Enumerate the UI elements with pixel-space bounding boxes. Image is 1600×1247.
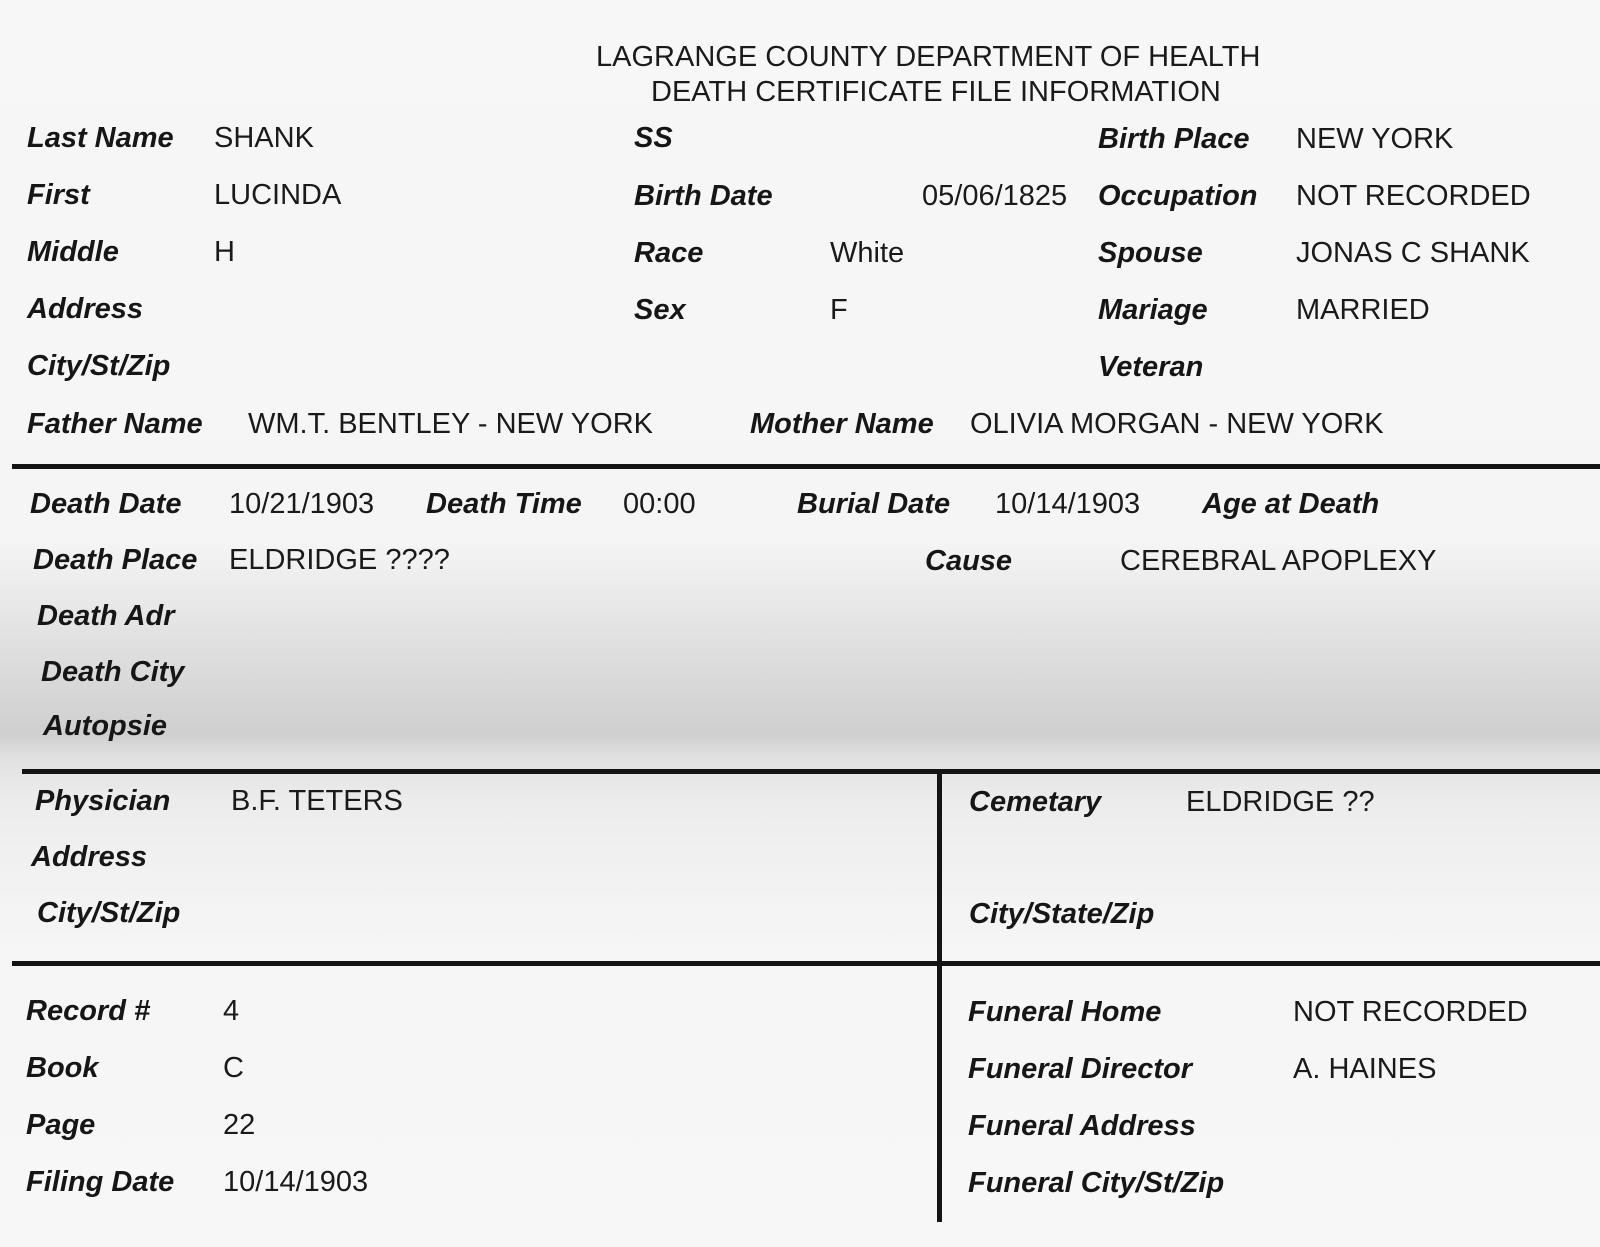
cemetery-value: ELDRIDGE ?? <box>1186 786 1375 818</box>
burial-date-value: 10/14/1903 <box>995 488 1141 520</box>
death-place-value: ELDRIDGE ???? <box>229 544 450 576</box>
header-subtitle: DEATH CERTIFICATE FILE INFORMATION <box>651 76 1221 108</box>
cemetery-label: Cemetary <box>969 786 1102 818</box>
burial-date-label: Burial Date <box>797 488 951 520</box>
page-value: 22 <box>223 1109 256 1141</box>
filing-date-value: 10/14/1903 <box>223 1166 369 1198</box>
book-label: Book <box>26 1052 99 1084</box>
first-name-label: First <box>27 179 90 211</box>
death-address-label: Death Adr <box>37 600 175 632</box>
death-place-label: Death Place <box>33 544 198 576</box>
death-date-label: Death Date <box>30 488 182 520</box>
funeral-address-label: Funeral Address <box>968 1110 1196 1142</box>
funeral-director-label: Funeral Director <box>968 1053 1192 1085</box>
city-st-zip-label: City/St/Zip <box>27 350 171 382</box>
ss-label: SS <box>634 122 673 154</box>
physician-value: B.F. TETERS <box>231 785 403 817</box>
veteran-label: Veteran <box>1098 351 1204 383</box>
address-label: Address <box>27 293 144 325</box>
physician-address-label: Address <box>31 841 148 873</box>
spouse-label: Spouse <box>1098 237 1203 269</box>
divider-line <box>12 961 1600 966</box>
occupation-value: NOT RECORDED <box>1296 180 1531 212</box>
funeral-home-value: NOT RECORDED <box>1293 996 1528 1028</box>
sex-value: F <box>830 294 848 326</box>
book-value: C <box>223 1052 244 1084</box>
marriage-value: MARRIED <box>1296 294 1430 326</box>
race-label: Race <box>634 237 704 269</box>
funeral-city-label: Funeral City/St/Zip <box>968 1167 1225 1199</box>
death-time-value: 00:00 <box>623 488 696 520</box>
cemetery-city-label: City/State/Zip <box>969 898 1155 930</box>
filing-date-label: Filing Date <box>26 1166 175 1198</box>
birth-place-label: Birth Place <box>1098 123 1250 155</box>
death-city-label: Death City <box>41 656 185 688</box>
middle-name-label: Middle <box>27 236 119 268</box>
physician-city-label: City/St/Zip <box>37 897 181 929</box>
first-name-value: LUCINDA <box>214 179 342 211</box>
age-at-death-label: Age at Death <box>1202 488 1380 520</box>
birth-place-value: NEW YORK <box>1296 123 1454 155</box>
record-number-label: Record # <box>26 995 151 1027</box>
page-label: Page <box>26 1109 96 1141</box>
divider-line <box>12 464 1600 469</box>
header-title: LAGRANGE COUNTY DEPARTMENT OF HEALTH <box>596 41 1261 73</box>
funeral-director-value: A. HAINES <box>1293 1053 1437 1085</box>
occupation-label: Occupation <box>1098 180 1258 212</box>
spouse-value: JONAS C SHANK <box>1296 237 1530 269</box>
father-name-label: Father Name <box>27 408 203 440</box>
vertical-divider <box>937 772 942 1222</box>
record-number-value: 4 <box>223 995 240 1027</box>
autopsy-label: Autopsie <box>43 710 168 742</box>
middle-name-value: H <box>214 236 235 268</box>
death-date-value: 10/21/1903 <box>229 488 375 520</box>
cause-label: Cause <box>925 545 1013 577</box>
marriage-label: Mariage <box>1098 294 1208 326</box>
mother-name-value: OLIVIA MORGAN - NEW YORK <box>970 408 1384 440</box>
physician-label: Physician <box>35 785 171 817</box>
race-value: White <box>830 237 905 269</box>
divider-line <box>22 769 1600 774</box>
father-name-value: WM.T. BENTLEY - NEW YORK <box>248 408 653 440</box>
death-time-label: Death Time <box>426 488 582 520</box>
mother-name-label: Mother Name <box>750 408 934 440</box>
last-name-value: SHANK <box>214 122 314 154</box>
funeral-home-label: Funeral Home <box>968 996 1162 1028</box>
birth-date-value: 05/06/1825 <box>922 180 1068 212</box>
cause-value: CEREBRAL APOPLEXY <box>1120 545 1437 577</box>
sex-label: Sex <box>634 294 686 326</box>
birth-date-label: Birth Date <box>634 180 773 212</box>
last-name-label: Last Name <box>27 122 174 154</box>
